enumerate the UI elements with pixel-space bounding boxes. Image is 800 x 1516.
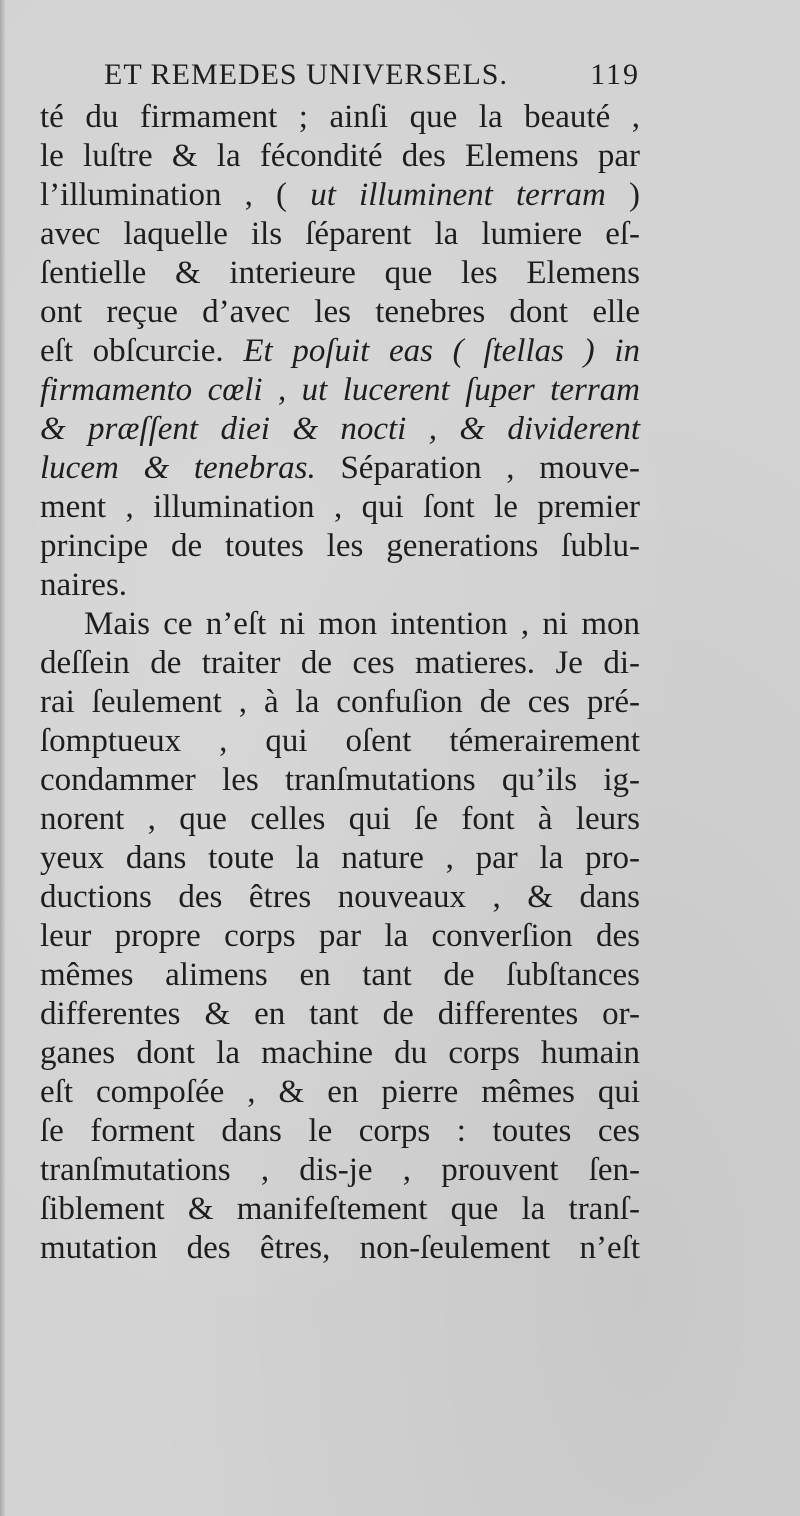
text-line: ſiblement & manifeſtement que la tranſ- bbox=[40, 1191, 640, 1227]
text-line: tranſmutations , dis-je , prouvent ſen- bbox=[40, 1152, 640, 1188]
text-run: eſt obſcurcie. bbox=[40, 333, 224, 369]
text-line: ſentielle & interieure que les Elemens bbox=[40, 255, 640, 291]
text-line: principe de toutes les generations ſublu- bbox=[40, 528, 640, 564]
running-title: ET REMEDES UNIVERSELS. bbox=[104, 58, 508, 91]
text-line: ductions des êtres nouveaux , & dans bbox=[40, 879, 640, 915]
text-line bbox=[40, 449, 640, 488]
text-line: ſomptueux , qui oſent témerairement bbox=[40, 723, 640, 759]
text-run: Séparation , mouve- bbox=[340, 450, 641, 486]
text-line: deſſein de traiter de ces matieres. Je di- bbox=[40, 645, 640, 681]
text-line: leur propre corps par la converſion des bbox=[40, 918, 640, 954]
latin-quotation-line: firmamento cœli , ut lucerent ſuper terram bbox=[40, 372, 640, 408]
text-line: norent , que celles qui ſe font à leurs bbox=[40, 801, 640, 837]
text-line bbox=[40, 332, 640, 371]
text-line: ſe forment dans le corps : toutes ces bbox=[40, 1113, 640, 1149]
latin-quotation-line: & præſſent diei & nocti , & dividerent bbox=[40, 411, 640, 447]
paragraph-end-line: naires. bbox=[40, 567, 128, 603]
text-line: mêmes alimens en tant de ſubſtances bbox=[40, 957, 640, 993]
text-line: mutation des êtres, non-ſeulement n’eſt bbox=[40, 1230, 640, 1266]
latin-quotation: Et poſuit eas ( ſtellas ) in bbox=[243, 333, 640, 369]
text-run: ) bbox=[629, 177, 640, 213]
text-line: condammer les tranſmutations qu’ils ig- bbox=[40, 762, 640, 798]
text-line bbox=[40, 176, 640, 215]
bottom-margin bbox=[40, 1340, 640, 1490]
latin-quotation: ut illuminent terram bbox=[310, 177, 606, 213]
text-line: le luſtre & la fécondité des Elemens par bbox=[40, 138, 640, 174]
text-line: ont reçue d’avec les tenebres dont elle bbox=[40, 294, 640, 330]
text-line: ganes dont la machine du corps humain bbox=[40, 1035, 640, 1071]
text-line: avec laquelle ils ſéparent la lumiere eſ- bbox=[40, 216, 640, 252]
paragraph-start-line: Mais ce n’eſt ni mon intention , ni mon bbox=[84, 606, 640, 642]
text-line: ment , illumination , qui ſont le premier bbox=[40, 489, 640, 525]
body-text bbox=[40, 98, 640, 1268]
text-line: yeux dans toute la nature , par la pro- bbox=[40, 840, 640, 876]
text-line: eſt compoſée , & en pierre mêmes qui bbox=[40, 1074, 640, 1110]
text-line: rai ſeulement , à la confuſion de ces pré- bbox=[40, 684, 640, 720]
text-line: differentes & en tant de differentes or- bbox=[40, 996, 640, 1032]
text-line: té du firmament ; ainſi que la beauté , bbox=[40, 99, 640, 135]
latin-quotation: lucem & tenebras. bbox=[40, 450, 316, 486]
text-run: l’illumination , ( bbox=[40, 177, 288, 213]
page-gutter-shadow bbox=[0, 0, 6, 1516]
page-number: 119 bbox=[590, 58, 640, 91]
